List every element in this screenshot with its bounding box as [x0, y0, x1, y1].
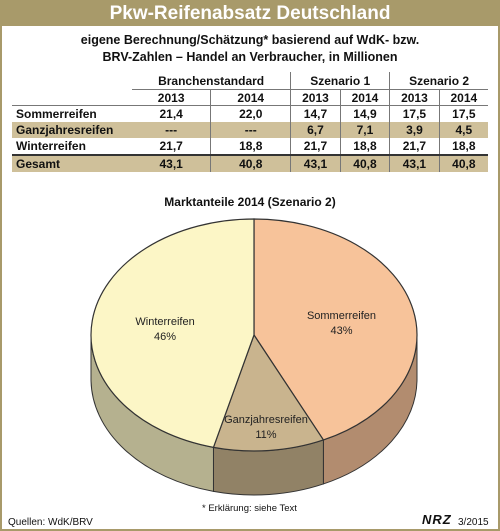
table-cell: 3,9	[390, 122, 439, 138]
table-cell: 43,1	[132, 155, 211, 172]
table-cell: 40,8	[340, 155, 389, 172]
data-table	[12, 72, 488, 172]
table-cell: 21,7	[390, 138, 439, 155]
year-header: 2014	[439, 90, 488, 106]
year-header: 2014	[340, 90, 389, 106]
table-cell: 14,9	[340, 106, 389, 123]
table-cell: 22,0	[211, 106, 291, 123]
table-cell: 6,7	[291, 122, 340, 138]
slice-label: Sommerreifen	[306, 310, 377, 323]
publisher-logo: NRZ	[422, 512, 452, 527]
table-cell: 17,5	[439, 106, 488, 123]
table-cell: 18,8	[340, 138, 389, 155]
slice-value: 46%	[154, 331, 177, 344]
table-year-header	[12, 90, 488, 106]
table-group-header	[12, 72, 488, 90]
subtitle	[2, 32, 498, 66]
table-row	[12, 138, 488, 155]
table-cell: 4,5	[439, 122, 488, 138]
row-label: Winterreifen	[16, 139, 86, 153]
footnote: * Erklärung: siehe Text	[202, 503, 297, 514]
page-title: Pkw-Reifenabsatz Deutschland	[2, 2, 498, 26]
table-cell: ---	[132, 122, 211, 138]
table-row	[12, 106, 488, 123]
year-header: 2013	[291, 90, 340, 106]
row-label: Ganzjahresreifen	[12, 122, 132, 138]
issue-date: 3/2015	[458, 517, 489, 528]
pie-chart	[2, 207, 498, 497]
slice-value: 43%	[330, 325, 353, 338]
chart-title: Marktanteile 2014 (Szenario 2)	[164, 195, 336, 209]
table-cell: 14,7	[291, 106, 340, 123]
table-cell: 21,4	[159, 107, 183, 121]
table-row	[12, 122, 488, 138]
table-cell: 18,8	[211, 138, 291, 155]
table-cell: 43,1	[291, 155, 340, 172]
group-header: Branchenstandard	[132, 72, 291, 90]
table-total-row	[12, 155, 488, 172]
table-cell: 7,1	[340, 122, 389, 138]
slice-value: 11%	[255, 429, 277, 442]
table-cell: 21,7	[159, 139, 183, 153]
table-cell: 18,8	[439, 138, 488, 155]
group-header: Szenario 2	[390, 72, 488, 90]
table-cell: 17,5	[390, 106, 439, 123]
subtitle-line-1: eigene Berechnung/Schätzung* basierend auf WdK- bzw.	[80, 33, 420, 47]
year-header: 2013	[132, 90, 211, 106]
row-label: Sommerreifen	[16, 107, 97, 121]
table-cell: ---	[211, 122, 291, 138]
subtitle-line-2: BRV-Zahlen – Handel an Verbraucher, in Millionen	[102, 50, 398, 64]
slice-label: Winterreifen	[135, 316, 195, 329]
year-header: 2013	[390, 90, 439, 106]
source-note: Quellen: WdK/BRV	[8, 517, 93, 528]
year-header: 2014	[211, 90, 291, 106]
group-header: Szenario 1	[291, 72, 390, 90]
table-cell: 40,8	[211, 155, 291, 172]
table-cell: 40,8	[439, 155, 488, 172]
row-label: Gesamt	[12, 155, 132, 172]
slice-label: Ganzjahresreifen	[224, 414, 308, 427]
table-cell: 21,7	[291, 138, 340, 155]
table-cell: 43,1	[390, 155, 439, 172]
